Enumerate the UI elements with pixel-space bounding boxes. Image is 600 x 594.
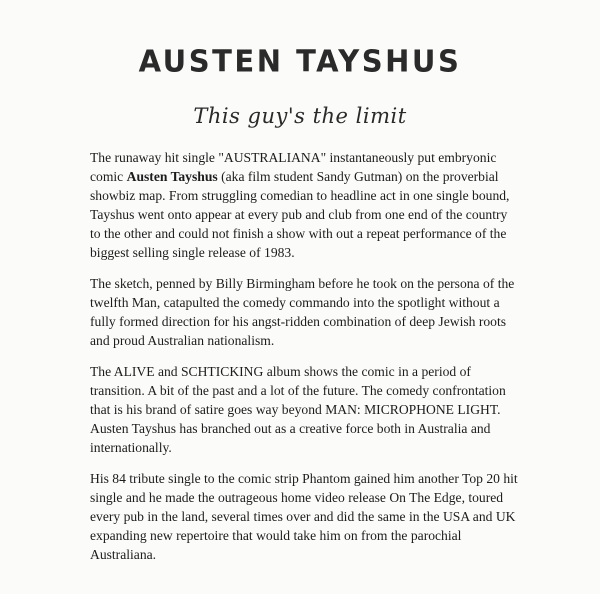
article-body — [90, 148, 520, 576]
paragraph-1-intro: The runaway hit single "AUSTRALIANA" instantaneously put embryonic comic — [90, 150, 497, 184]
paragraph-2: The sketch, penned by Billy Birmingham before he took on the persona of the twelfth Man, catapulted the comedy commando into the spotlight without a fully formed direction for his angst-ridden combination of deep Jewish roots and proud Australian nationalism. — [90, 276, 515, 348]
page-subtitle: This guy's the limit — [193, 104, 407, 128]
page-title: AUSTEN TAYSHUS — [138, 43, 462, 79]
paragraph-3: The ALIVE and SCHTICKING album shows the comic in a period of transition. A bit of the past and a lot of the future. The comedy confrontation that is his brand of satire goes way beyond MAN: MICROPHONE LIGHT. Austen Tayshus has branched out as a creative force both in Australia and internationally. — [90, 364, 506, 455]
paragraph-4: His 84 tribute single to the comic strip Phantom gained him another Top 20 hit single and he made the outrageous home video release On The Edge, toured every pub in the land, several times over and did the same in the USA and UK expanding new repertoire that would take him on from the parochial Australiana. — [90, 471, 518, 562]
paragraph-1-name: Austen Tayshus — [126, 169, 218, 184]
paragraph-1-rest: (aka film student Sandy Gutman) on the proverbial showbiz map. From struggling comedian to headline act in one single bound, Tayshus went onto appear at every pub and club from one end of the country to the other and could not finish a show with out a repeat performance of the biggest selling single release of 1983. — [90, 169, 510, 260]
paragraph-1 — [90, 148, 520, 262]
